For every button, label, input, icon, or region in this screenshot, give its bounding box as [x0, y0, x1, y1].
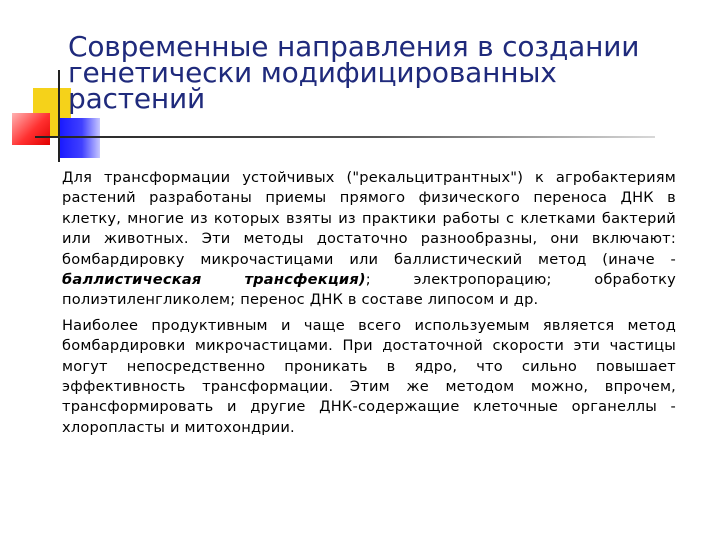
slide-body — [62, 168, 676, 443]
paragraph-methods — [62, 168, 676, 311]
decor-red-square — [12, 113, 50, 145]
decor-vertical-line — [58, 70, 60, 162]
decor-blue-square — [60, 118, 100, 158]
paragraph-methods-text-2: ; электропорацию; обработку полиэтиленгликолем; перенос ДНК в составе липосом и др. — [62, 271, 677, 309]
title-underline — [35, 136, 655, 138]
paragraph-methods-text-1: Для трансформации устойчивых ("рекальцитрантных") к агробактериям растений разработаны приемы прямого физического переноса ДНК в клетку, многие из которых взяты из практики работы с клетками бактерий или животных. Эти методы достаточно разнообразны, они включают: бомбардировку микрочастицами или баллистический метод (иначе - — [62, 169, 676, 268]
slide-title: Современные направления в создании генетически модифицированных растений — [68, 30, 640, 115]
emphasis-ballistic-transfection: баллистическая трансфекция) — [62, 271, 366, 289]
paragraph-bombardment: Наиболее продуктивным и чаще всего используемым является метод бомбардировки микрочастицами. При достаточной скорости эти частицы могут непосредственно проникать в ядро, что сильно повышает эффективность трансформации. Этим же методом можно, впрочем, трансформировать и другие ДНК-содержащие клеточные органеллы - хлоропласты и митохондрии. — [62, 316, 676, 436]
